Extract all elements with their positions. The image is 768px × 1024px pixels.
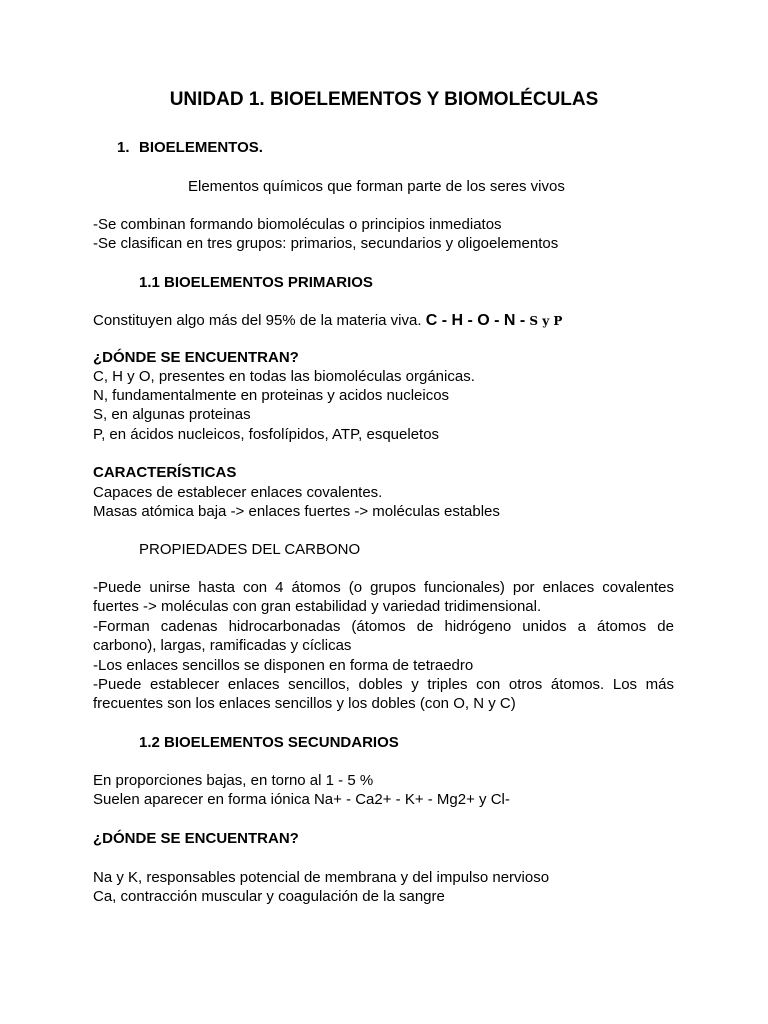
primarios-intro-text: Constituyen algo más del 95% de la materia viva. [93,312,422,329]
section-heading-bioelementos: BIOELEMENTOS. [139,139,263,156]
section-number: 1. [117,139,130,156]
carbono-paragraph: -Los enlaces sencillos se disponen en forma de tetraedro [93,657,474,674]
donde-heading-secundarios: ¿DÓNDE SE ENCUENTRAN? [93,830,299,847]
donde-line: C, H y O, presentes en todas las biomoléculas orgánicas. [93,368,475,385]
primary-elements-extra: S y P [529,314,563,328]
carbono-paragraph: -Forman cadenas hidrocarbonadas (átomos de hidrógeno unidos a átomos de carbono), largas, ramificadas y cíclicas [93,618,674,655]
secundarios-line: Suelen aparecer en forma iónica Na+ - Ca2+ - K+ - Mg2+ y Cl- [93,791,510,808]
bullet-line: -Se combinan formando biomoléculas o principios inmediatos [93,216,502,233]
carbono-paragraph: -Puede unirse hasta con 4 átomos (o grupos funcionales) por enlaces covalentes fuertes -> moléculas con gran estabilidad y variedad tridimensional. [93,579,674,616]
definition-text: Elementos químicos que forman parte de los seres vivos [188,178,565,195]
secundarios-line: En proporciones bajas, en torno al 1 - 5 % [93,772,374,789]
donde-line: N, fundamentalmente en proteinas y acidos nucleicos [93,387,450,404]
carbono-paragraph: -Puede establecer enlaces sencillos, dobles y triples con otros átomos. Los más frecuentes son los enlaces sencillos y los dobles (con O, N y C) [93,676,674,713]
carbono-heading: PROPIEDADES DEL CARBONO [139,541,361,558]
primary-elements: C - H - O - N - [425,312,526,329]
caracteristicas-line: Capaces de establecer enlaces covalentes. [93,484,383,501]
secundarios-donde-line: Ca, contracción muscular y coagulación de la sangre [93,888,445,905]
caracteristicas-line: Masas atómica baja -> enlaces fuertes -> moléculas estables [93,503,500,520]
donde-heading: ¿DÓNDE SE ENCUENTRAN? [93,349,299,366]
subsection-heading-secundarios: 1.2 BIOELEMENTOS SECUNDARIOS [139,734,399,751]
donde-line: S, en algunas proteinas [93,406,251,423]
primarios-intro [93,311,562,331]
page-title: UNIDAD 1. BIOELEMENTOS Y BIOMOLÉCULAS [169,89,599,110]
subsection-heading-primarios: 1.1 BIOELEMENTOS PRIMARIOS [139,274,373,291]
caracteristicas-heading: CARACTERÍSTICAS [93,464,237,481]
secundarios-donde-line: Na y K, responsables potencial de membrana y del impulso nervioso [93,869,550,886]
bullet-line: -Se clasifican en tres grupos: primarios, secundarios y oligoelementos [93,235,559,252]
donde-line: P, en ácidos nucleicos, fosfolípidos, ATP, esqueletos [93,426,440,443]
